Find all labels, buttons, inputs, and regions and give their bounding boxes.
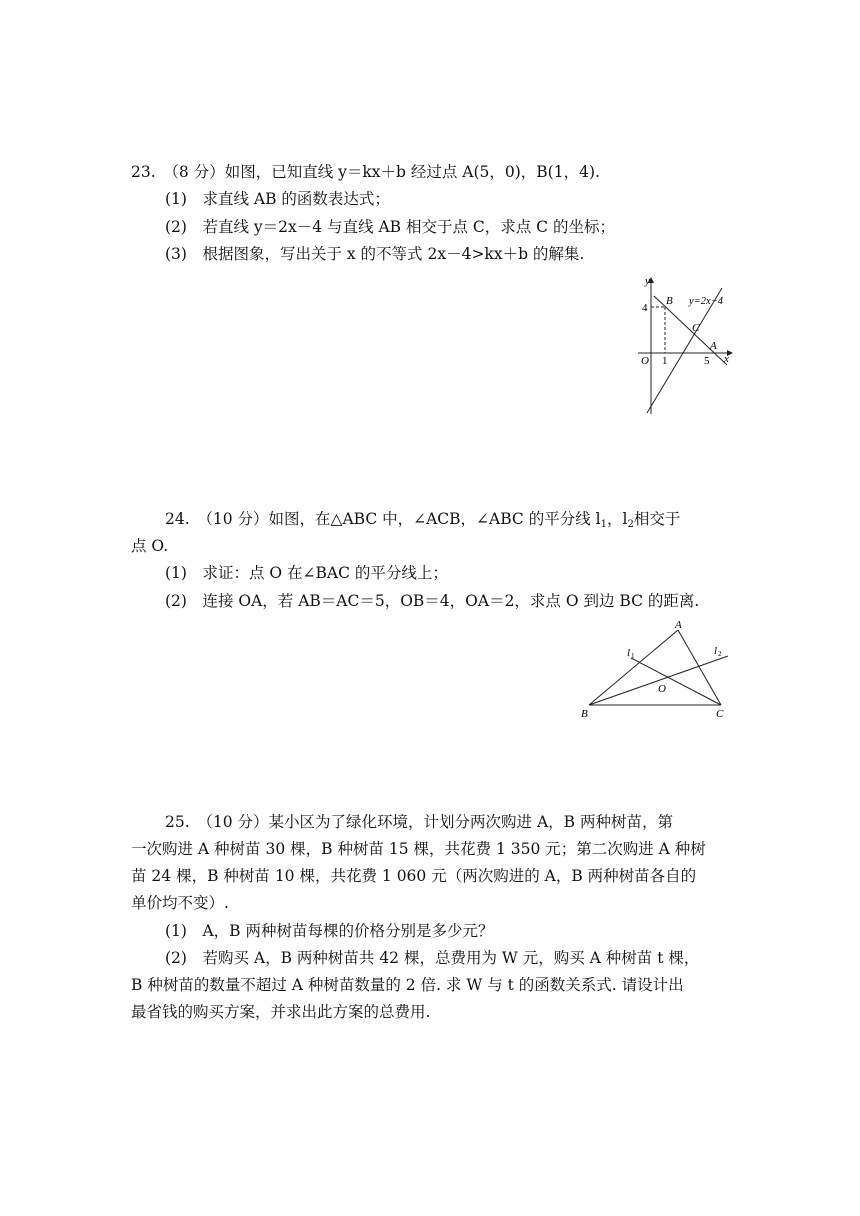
q25-part2-line3: 最省钱的购买方案，并求出此方案的总费用. [131, 1003, 431, 1021]
q24-sub-1: 1 [600, 519, 607, 530]
q24-sub-2: 2 [627, 519, 634, 530]
point-c-label: C [692, 322, 700, 334]
point-o-label: O [658, 683, 666, 695]
q24-stem [165, 509, 680, 535]
origin-label: O [641, 355, 649, 367]
tick-5-label: 5 [704, 355, 710, 367]
vertex-b-label: B [581, 708, 588, 720]
point-b-label: B [666, 295, 673, 307]
q24-stem-b: ，l [606, 510, 628, 528]
q24-stem-c: 相交于 [633, 510, 681, 528]
q24-stem-line2: 点 O. [131, 537, 169, 555]
tick-4-label: 4 [642, 302, 648, 314]
q24-figure [575, 612, 740, 722]
q25-part1: (1) A，B 两种树苗每棵的价格分别是多少元？ [165, 922, 494, 940]
q24-part2: (2) 连接 OA，若 AB＝AC＝5，OB＝4，OA＝2，求点 O 到边 BC 的距离. [165, 592, 700, 610]
q25-part2-line2: B 种树苗的数量不超过 A 种树苗数量的 2 倍. 求 W 与 t 的函数关系式. 请设计出 [131, 976, 684, 994]
q23-figure [620, 270, 740, 420]
vertex-a-label: A [675, 619, 682, 631]
q24-stem-a: 24. （10 分）如图，在△ABC 中，∠ACB，∠ABC 的平分线 l [165, 510, 601, 528]
l1-subscript: 1 [631, 652, 635, 660]
q23-part2: (2) 若直线 y＝2x－4 与直线 AB 相交于点 C，求点 C 的坐标； [165, 218, 615, 236]
q25-line3: 苗 24 棵，B 种树苗 10 棵，共花费 1 060 元（两次购进的 A，B 两种树苗各自的 [131, 867, 697, 885]
l2-label: l [714, 645, 718, 657]
q24-part1: (1) 求证：点 O 在∠BAC 的平分线上； [165, 564, 448, 582]
q23-part3: (3) 根据图象，写出关于 x 的不等式 2x－4>kx＋b 的解集. [165, 245, 585, 263]
q23-part1: (1) 求直线 AB 的函数表达式； [165, 190, 390, 208]
q25-part2-line1: (2) 若购买 A，B 两种树苗共 42 棵，总费用为 W 元，购买 A 种树苗 t 棵， [165, 949, 700, 967]
l1-label: l [627, 647, 631, 659]
vertex-c-label: C [716, 708, 724, 720]
y-axis-label: y [645, 275, 650, 287]
tick-1-label: 1 [662, 355, 668, 367]
q23-stem: 23. （8 分）如图，已知直线 y＝kx＋b 经过点 A(5，0)，B(1，4). [131, 163, 600, 181]
q25-line1: 25. （10 分）某小区为了绿化环境，计划分两次购进 A，B 两种树苗，第 [165, 813, 673, 831]
point-a-label: A [710, 340, 717, 352]
l2-subscript: 2 [718, 650, 722, 658]
q25-line4: 单价均不变）. [131, 894, 229, 912]
line-equation-label: y=2x−4 [689, 296, 723, 307]
q25-line2: 一次购进 A 种树苗 30 棵，B 种树苗 15 棵，共花费 1 350 元；第二次购进 A 种树 [131, 840, 706, 858]
x-axis-label: x [724, 353, 729, 365]
